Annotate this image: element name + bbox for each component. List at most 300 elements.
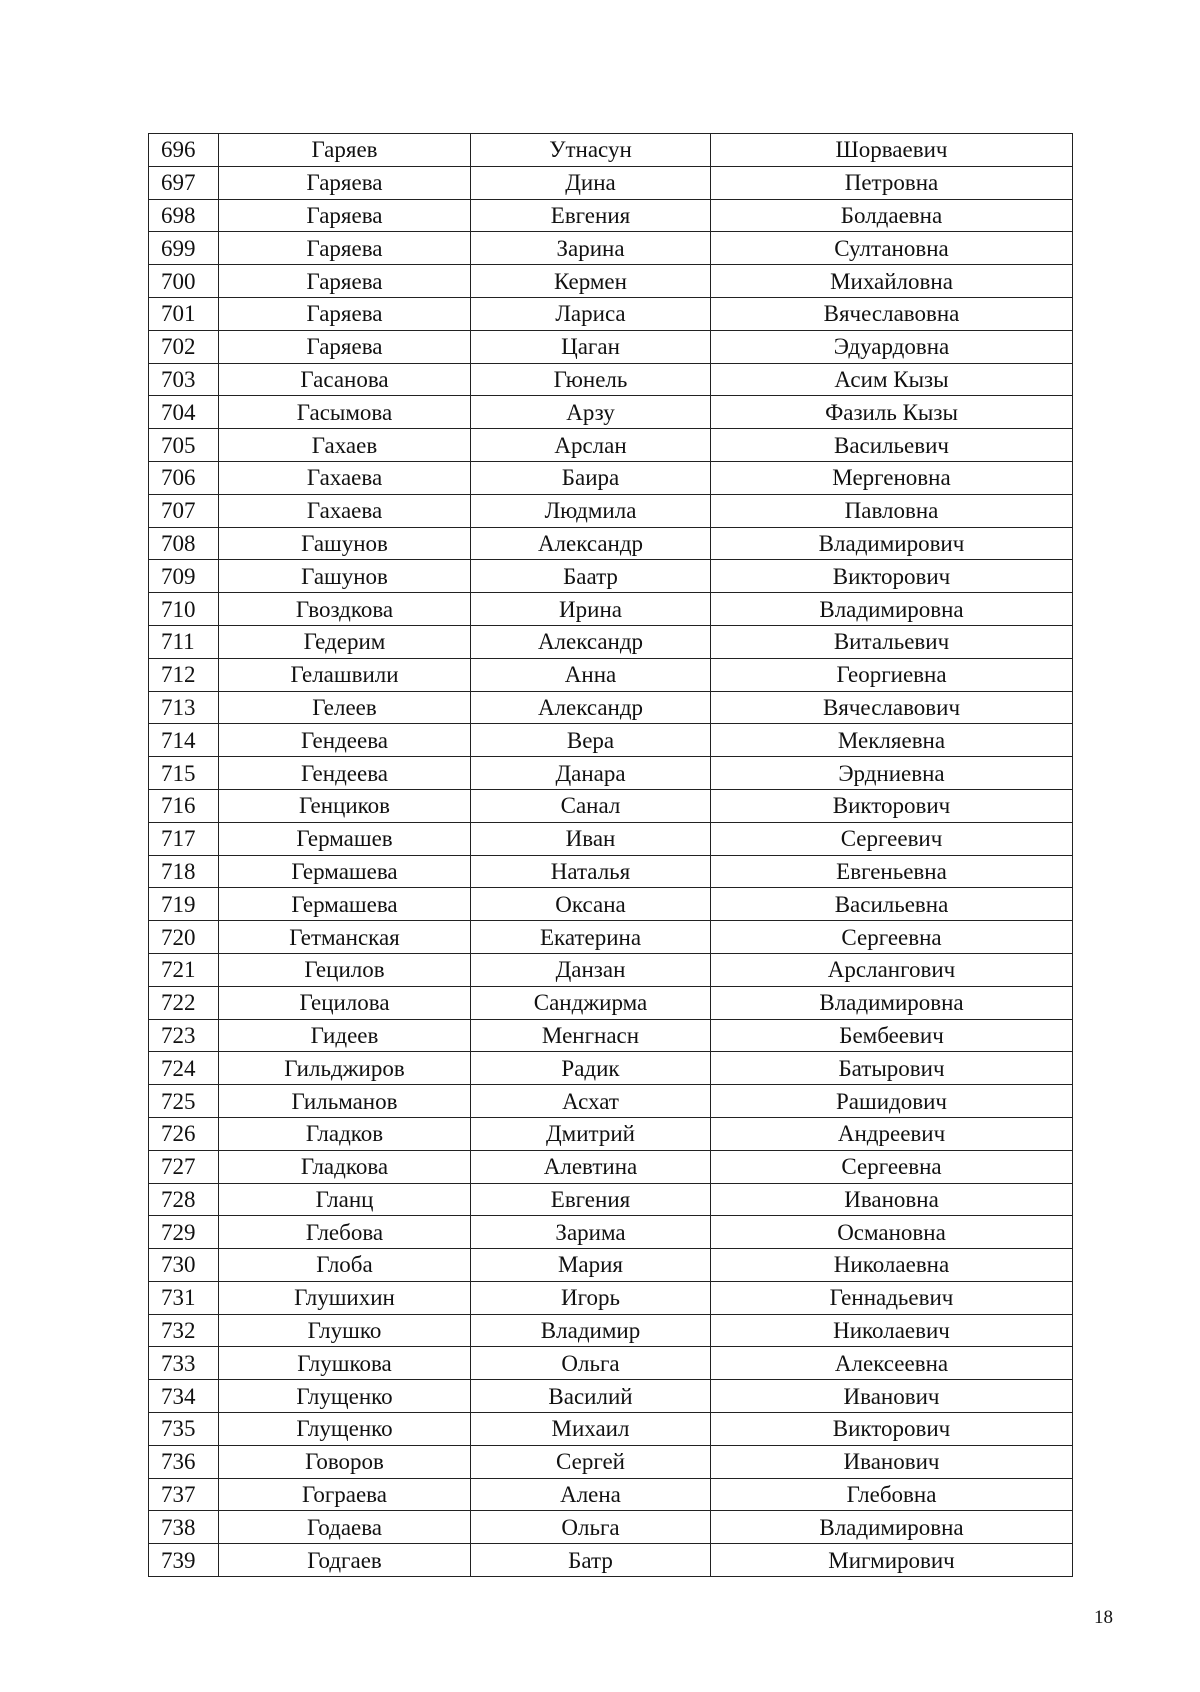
last-name-cell xyxy=(219,527,471,560)
last-name-cell xyxy=(219,986,471,1019)
patronymic: Сергеевна xyxy=(841,924,942,950)
row-number: 704 xyxy=(161,399,196,425)
row-number: 738 xyxy=(161,1514,196,1540)
first-name: Зарина xyxy=(556,235,625,261)
first-name: Ольга xyxy=(561,1514,620,1540)
table-row xyxy=(149,461,1073,494)
patronymic: Султановна xyxy=(834,235,949,261)
row-number-cell xyxy=(149,1281,219,1314)
table-row xyxy=(149,1380,1073,1413)
last-name: Гасанова xyxy=(300,366,389,392)
names-table xyxy=(148,133,1073,1577)
last-name-cell xyxy=(219,1413,471,1446)
patronymic: Владимировна xyxy=(819,596,964,622)
table-row xyxy=(149,888,1073,921)
last-name: Гахаева xyxy=(306,465,383,491)
patronymic-cell xyxy=(711,658,1073,691)
first-name: Владимир xyxy=(540,1318,641,1344)
last-name: Гендеева xyxy=(301,727,388,753)
last-name: Гахаева xyxy=(306,498,383,524)
table-row xyxy=(149,691,1073,724)
table-row xyxy=(149,166,1073,199)
last-name: Гермашева xyxy=(291,858,398,884)
first-name-cell xyxy=(471,1347,711,1380)
table-row xyxy=(149,724,1073,757)
row-number-cell xyxy=(149,134,219,167)
last-name-cell xyxy=(219,1052,471,1085)
patronymic: Петровна xyxy=(844,170,939,196)
table-row xyxy=(149,1413,1073,1446)
first-name-cell xyxy=(471,297,711,330)
patronymic-cell xyxy=(711,1249,1073,1282)
row-number-cell xyxy=(149,1380,219,1413)
first-name-cell xyxy=(471,625,711,658)
patronymic-cell xyxy=(711,593,1073,626)
row-number: 732 xyxy=(161,1318,196,1344)
first-name: Игорь xyxy=(561,1285,620,1311)
row-number-cell xyxy=(149,1052,219,1085)
row-number-cell xyxy=(149,1216,219,1249)
last-name: Гасымова xyxy=(296,399,393,425)
last-name-cell xyxy=(219,724,471,757)
row-number-cell xyxy=(149,1445,219,1478)
patronymic-cell xyxy=(711,396,1073,429)
last-name: Гендеева xyxy=(301,760,388,786)
table-row xyxy=(149,822,1073,855)
last-name: Гедерим xyxy=(303,629,386,655)
last-name-cell xyxy=(219,658,471,691)
last-name-cell xyxy=(219,1249,471,1282)
last-name-cell xyxy=(219,1150,471,1183)
table-row xyxy=(149,593,1073,626)
first-name-cell xyxy=(471,986,711,1019)
row-number: 707 xyxy=(161,498,196,524)
patronymic-cell xyxy=(711,724,1073,757)
row-number-cell xyxy=(149,494,219,527)
first-name-cell xyxy=(471,527,711,560)
last-name-cell xyxy=(219,330,471,363)
patronymic: Георгиевна xyxy=(836,662,947,688)
patronymic-cell xyxy=(711,429,1073,462)
last-name-cell xyxy=(219,363,471,396)
table-row xyxy=(149,1052,1073,1085)
row-number-cell xyxy=(149,1314,219,1347)
last-name-cell xyxy=(219,953,471,986)
row-number: 715 xyxy=(161,760,196,786)
first-name: Радик xyxy=(561,1055,620,1081)
first-name-cell xyxy=(471,232,711,265)
last-name: Глебова xyxy=(305,1219,384,1245)
patronymic-cell xyxy=(711,1117,1073,1150)
patronymic: Павловна xyxy=(844,498,939,524)
first-name-cell xyxy=(471,265,711,298)
row-number: 721 xyxy=(161,957,196,983)
last-name: Глушкова xyxy=(297,1350,392,1376)
patronymic: Асим Кызы xyxy=(834,366,949,392)
table-row xyxy=(149,757,1073,790)
first-name: Алевтина xyxy=(543,1154,638,1180)
row-number-cell xyxy=(149,986,219,1019)
first-name: Александр xyxy=(537,694,644,720)
patronymic-cell xyxy=(711,1544,1073,1577)
table-row xyxy=(149,1019,1073,1052)
names-table-body xyxy=(149,134,1073,1577)
row-number-cell xyxy=(149,1085,219,1118)
first-name-cell xyxy=(471,1413,711,1446)
table-row xyxy=(149,1183,1073,1216)
patronymic: Геннадьевич xyxy=(829,1285,954,1311)
last-name: Гладкова xyxy=(300,1154,389,1180)
patronymic: Батырович xyxy=(838,1055,945,1081)
last-name: Глоба xyxy=(316,1252,373,1278)
table-row xyxy=(149,1117,1073,1150)
row-number-cell xyxy=(149,822,219,855)
patronymic: Алексеевна xyxy=(834,1350,949,1376)
last-name: Гелашвили xyxy=(290,662,399,688)
last-name: Гецилов xyxy=(304,957,385,983)
patronymic: Сергеевна xyxy=(841,1154,942,1180)
last-name: Гланц xyxy=(315,1186,374,1212)
row-number-cell xyxy=(149,691,219,724)
table-row xyxy=(149,1478,1073,1511)
first-name: Василий xyxy=(548,1383,633,1409)
table-row xyxy=(149,1085,1073,1118)
last-name: Генциков xyxy=(298,793,391,819)
row-number-cell xyxy=(149,1413,219,1446)
patronymic: Глебовна xyxy=(846,1482,937,1508)
first-name: Санджирма xyxy=(533,990,648,1016)
patronymic: Иванович xyxy=(843,1449,940,1475)
table-row xyxy=(149,953,1073,986)
table-row xyxy=(149,1216,1073,1249)
last-name-cell xyxy=(219,1085,471,1118)
last-name: Гашунов xyxy=(301,530,388,556)
first-name-cell xyxy=(471,429,711,462)
row-number: 705 xyxy=(161,432,196,458)
first-name: Мария xyxy=(557,1252,624,1278)
row-number-cell xyxy=(149,658,219,691)
patronymic-cell xyxy=(711,527,1073,560)
row-number: 710 xyxy=(161,596,196,622)
row-number: 726 xyxy=(161,1121,196,1147)
first-name: Евгения xyxy=(550,1186,631,1212)
last-name-cell xyxy=(219,1314,471,1347)
patronymic: Фазиль Кызы xyxy=(825,399,958,425)
last-name-cell xyxy=(219,822,471,855)
row-number-cell xyxy=(149,1183,219,1216)
row-number-cell xyxy=(149,1347,219,1380)
first-name: Баатр xyxy=(563,563,618,589)
table-row xyxy=(149,921,1073,954)
first-name-cell xyxy=(471,658,711,691)
last-name-cell xyxy=(219,757,471,790)
last-name-cell xyxy=(219,1445,471,1478)
table-row xyxy=(149,330,1073,363)
patronymic-cell xyxy=(711,297,1073,330)
patronymic-cell xyxy=(711,1281,1073,1314)
row-number: 729 xyxy=(161,1219,196,1245)
table-row xyxy=(149,363,1073,396)
first-name-cell xyxy=(471,1052,711,1085)
first-name: Ирина xyxy=(559,596,622,622)
last-name: Гаряева xyxy=(306,235,383,261)
row-number-cell xyxy=(149,330,219,363)
patronymic: Османовна xyxy=(837,1219,946,1245)
last-name-cell xyxy=(219,265,471,298)
first-name: Александр xyxy=(537,530,644,556)
row-number: 716 xyxy=(161,793,196,819)
last-name: Гелеев xyxy=(312,694,377,720)
first-name-cell xyxy=(471,363,711,396)
last-name: Гермашева xyxy=(291,891,398,917)
row-number: 713 xyxy=(161,694,196,720)
row-number: 739 xyxy=(161,1547,196,1573)
first-name-cell xyxy=(471,1019,711,1052)
table-row xyxy=(149,199,1073,232)
first-name-cell xyxy=(471,396,711,429)
table-row xyxy=(149,494,1073,527)
row-number-cell xyxy=(149,1117,219,1150)
patronymic-cell xyxy=(711,1216,1073,1249)
table-row xyxy=(149,527,1073,560)
row-number: 709 xyxy=(161,563,196,589)
last-name-cell xyxy=(219,1019,471,1052)
row-number-cell xyxy=(149,789,219,822)
patronymic-cell xyxy=(711,363,1073,396)
last-name-cell xyxy=(219,593,471,626)
row-number: 699 xyxy=(161,235,196,261)
patronymic-cell xyxy=(711,232,1073,265)
last-name: Годгаев xyxy=(307,1547,382,1573)
table-row xyxy=(149,1150,1073,1183)
patronymic: Арслангович xyxy=(827,957,956,983)
last-name-cell xyxy=(219,1117,471,1150)
first-name-cell xyxy=(471,1445,711,1478)
last-name-cell xyxy=(219,855,471,888)
first-name-cell xyxy=(471,560,711,593)
first-name: Евгения xyxy=(550,202,631,228)
first-name-cell xyxy=(471,888,711,921)
row-number: 697 xyxy=(161,170,196,196)
patronymic: Вячеславович xyxy=(822,694,961,720)
table-row xyxy=(149,625,1073,658)
first-name-cell xyxy=(471,1478,711,1511)
last-name-cell xyxy=(219,1216,471,1249)
table-row xyxy=(149,1314,1073,1347)
first-name-cell xyxy=(471,1150,711,1183)
first-name: Кермен xyxy=(554,268,627,294)
patronymic-cell xyxy=(711,1347,1073,1380)
first-name-cell xyxy=(471,461,711,494)
patronymic-cell xyxy=(711,1183,1073,1216)
last-name: Годаева xyxy=(307,1514,382,1540)
patronymic-cell xyxy=(711,1150,1073,1183)
first-name: Данзан xyxy=(555,957,626,983)
last-name: Гильманов xyxy=(291,1088,398,1114)
first-name: Лариса xyxy=(555,301,626,327)
row-number: 724 xyxy=(161,1055,196,1081)
patronymic: Сергеевич xyxy=(840,826,943,852)
first-name-cell xyxy=(471,1314,711,1347)
row-number-cell xyxy=(149,1544,219,1577)
first-name: Наталья xyxy=(550,858,631,884)
last-name-cell xyxy=(219,1183,471,1216)
row-number: 736 xyxy=(161,1449,196,1475)
last-name-cell xyxy=(219,494,471,527)
row-number: 714 xyxy=(161,727,196,753)
table-row xyxy=(149,396,1073,429)
patronymic-cell xyxy=(711,953,1073,986)
patronymic: Мергеновна xyxy=(832,465,951,491)
table-row xyxy=(149,658,1073,691)
row-number: 734 xyxy=(161,1383,196,1409)
patronymic: Викторович xyxy=(832,793,951,819)
patronymic-cell xyxy=(711,822,1073,855)
first-name: Батр xyxy=(568,1547,613,1573)
first-name-cell xyxy=(471,789,711,822)
patronymic: Эрдниевна xyxy=(838,760,945,786)
patronymic-cell xyxy=(711,789,1073,822)
patronymic-cell xyxy=(711,166,1073,199)
first-name-cell xyxy=(471,166,711,199)
row-number: 700 xyxy=(161,268,196,294)
first-name-cell xyxy=(471,593,711,626)
row-number: 723 xyxy=(161,1022,196,1048)
first-name-cell xyxy=(471,134,711,167)
last-name-cell xyxy=(219,625,471,658)
first-name: Ольга xyxy=(561,1350,620,1376)
table-row xyxy=(149,1249,1073,1282)
first-name-cell xyxy=(471,1183,711,1216)
last-name-cell xyxy=(219,166,471,199)
table-row xyxy=(149,134,1073,167)
row-number: 706 xyxy=(161,465,196,491)
patronymic-cell xyxy=(711,855,1073,888)
patronymic-cell xyxy=(711,1019,1073,1052)
last-name: Говоров xyxy=(305,1449,384,1475)
patronymic-cell xyxy=(711,1478,1073,1511)
last-name: Гаряев xyxy=(311,137,378,163)
row-number-cell xyxy=(149,888,219,921)
patronymic-cell xyxy=(711,199,1073,232)
last-name-cell xyxy=(219,560,471,593)
first-name-cell xyxy=(471,757,711,790)
first-name: Арзу xyxy=(566,399,615,425)
last-name-cell xyxy=(219,297,471,330)
row-number: 733 xyxy=(161,1350,196,1376)
row-number-cell xyxy=(149,757,219,790)
row-number: 698 xyxy=(161,202,196,228)
first-name-cell xyxy=(471,724,711,757)
patronymic-cell xyxy=(711,625,1073,658)
patronymic: Бембеевич xyxy=(839,1022,944,1048)
first-name: Сергей xyxy=(556,1449,625,1475)
first-name-cell xyxy=(471,953,711,986)
patronymic: Николаевич xyxy=(833,1318,950,1344)
first-name: Екатерина xyxy=(539,924,642,950)
row-number: 708 xyxy=(161,530,196,556)
row-number-cell xyxy=(149,1150,219,1183)
last-name: Глущенко xyxy=(296,1416,393,1442)
row-number: 712 xyxy=(161,662,196,688)
first-name: Анна xyxy=(564,662,617,688)
last-name-cell xyxy=(219,691,471,724)
row-number-cell xyxy=(149,593,219,626)
patronymic-cell xyxy=(711,265,1073,298)
last-name: Глушихин xyxy=(294,1285,395,1311)
first-name: Утнасун xyxy=(549,137,632,163)
last-name: Гладков xyxy=(305,1121,384,1147)
row-number: 725 xyxy=(161,1088,196,1114)
first-name: Александр xyxy=(537,629,644,655)
patronymic: Эдуардовна xyxy=(833,334,950,360)
last-name-cell xyxy=(219,1281,471,1314)
table-row xyxy=(149,986,1073,1019)
row-number: 731 xyxy=(161,1285,196,1311)
row-number: 719 xyxy=(161,891,196,917)
row-number: 701 xyxy=(161,301,196,327)
patronymic-cell xyxy=(711,921,1073,954)
row-number: 702 xyxy=(161,334,196,360)
patronymic: Викторович xyxy=(832,563,951,589)
patronymic: Николаевна xyxy=(833,1252,950,1278)
last-name-cell xyxy=(219,789,471,822)
row-number-cell xyxy=(149,297,219,330)
patronymic: Вячеславовна xyxy=(823,301,960,327)
first-name-cell xyxy=(471,1117,711,1150)
patronymic-cell xyxy=(711,560,1073,593)
last-name-cell xyxy=(219,1380,471,1413)
last-name-cell xyxy=(219,1347,471,1380)
row-number: 722 xyxy=(161,990,196,1016)
table-row xyxy=(149,560,1073,593)
last-name: Глушко xyxy=(307,1318,382,1344)
patronymic: Витальевич xyxy=(833,629,950,655)
last-name-cell xyxy=(219,1478,471,1511)
first-name: Зарима xyxy=(555,1219,626,1245)
row-number-cell xyxy=(149,560,219,593)
last-name: Гаряева xyxy=(306,202,383,228)
first-name-cell xyxy=(471,330,711,363)
patronymic-cell xyxy=(711,1511,1073,1544)
row-number: 711 xyxy=(161,629,195,655)
last-name-cell xyxy=(219,888,471,921)
row-number: 728 xyxy=(161,1186,196,1212)
last-name: Гахаев xyxy=(311,432,378,458)
last-name-cell xyxy=(219,232,471,265)
first-name: Иван xyxy=(565,826,616,852)
first-name: Асхат xyxy=(562,1088,619,1114)
first-name-cell xyxy=(471,1511,711,1544)
first-name: Арслан xyxy=(554,432,627,458)
first-name-cell xyxy=(471,921,711,954)
last-name: Гаряева xyxy=(306,268,383,294)
first-name: Оксана xyxy=(555,891,626,917)
last-name-cell xyxy=(219,461,471,494)
first-name: Данара xyxy=(555,760,626,786)
row-number-cell xyxy=(149,396,219,429)
first-name: Людмила xyxy=(544,498,637,524)
patronymic-cell xyxy=(711,461,1073,494)
row-number-cell xyxy=(149,625,219,658)
row-number: 720 xyxy=(161,924,196,950)
last-name-cell xyxy=(219,199,471,232)
first-name: Михаил xyxy=(551,1416,630,1442)
last-name: Гильджиров xyxy=(284,1055,405,1081)
table-row xyxy=(149,1445,1073,1478)
patronymic-cell xyxy=(711,888,1073,921)
row-number-cell xyxy=(149,232,219,265)
